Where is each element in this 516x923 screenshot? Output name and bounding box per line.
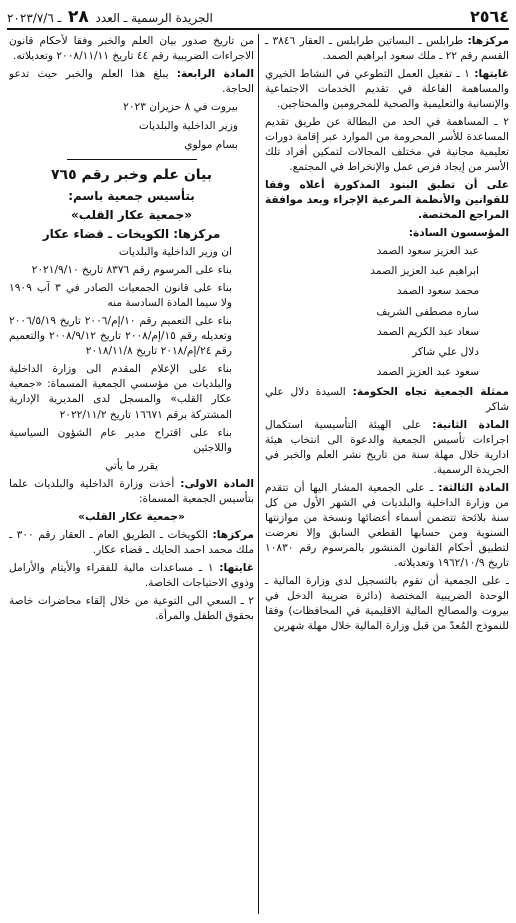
- page-number: ٢٥٦٤: [469, 6, 509, 26]
- article-3-tax: ـ على الجمعية أن تقوم بالتسجيل لدى وزارة المالية ـ الوحدة الضريبية المختصة (دائرة ضريبة الدخل في بيروت والمصالح المالية الاقليمية في المحافظات) وفقا للنموذج المُعدّ من قبل وزارة المالية خلال مهلة شهرين: [265, 575, 509, 633]
- issue-date: ـ ٢٠٢٣/٧/٦: [7, 10, 62, 25]
- considering-2: بناء على قانون الجمعيات الصادر في ٣ آب ١٩٠٩ ولا سيما المادة السادسة منه: [9, 282, 232, 310]
- issue-number: ٢٨: [67, 6, 89, 27]
- founder-name: دلال علي شاكر: [412, 345, 479, 358]
- signature-name: بسام مولوي: [184, 139, 238, 152]
- founders-title: المؤسسون السادة:: [408, 227, 509, 240]
- association-name-2: «جمعية عكار القلب»: [78, 510, 185, 523]
- header-title: [7, 5, 213, 29]
- considering-5: بناء على اقتراح مدير عام الشؤون السياسية واللاجئين: [9, 426, 232, 454]
- considering-1: بناء على المرسوم رقم ٨٣٧٦ تاريخ ٢٠٢١/٩/١٠: [31, 264, 232, 277]
- conditions-paragraph: على أن تطبق البنود المذكورة أعلاه وفقا للقوانين والأنظمة المرعية الإجراء وبعد موافقة المراجع المختصة.: [265, 179, 509, 222]
- signature-date: بيروت في ٨ حزيران ٢٠٢٣: [123, 101, 238, 114]
- article-2: المادة الثانية: على الهيئة التأسيسية استكمال اجراءات تأسيس الجمعية والدعوة الى انتخاب هيئة ادارية خلال مهلة سنة من تاريخ نشر العلم والخبر في الجريدة الرسمية.: [265, 418, 509, 476]
- columns: [7, 34, 509, 914]
- goal-2b-paragraph: ٢ ـ السعي الى التوعية من خلال إلقاء محاضرات خاصة بحقوق الطفل والمرأة.: [9, 594, 254, 622]
- journal-name: الجريدة الرسمية ـ العدد: [95, 10, 213, 25]
- seat-paragraph-2: مركزها: الكويخات ـ الطريق العام ـ العقار رقم ٣٠٠ ـ ملك محمد احمد الحايك ـ قضاء عكار.: [9, 528, 254, 556]
- notice-title: بيان علم وخبر رقم ٧٦٥: [51, 167, 212, 184]
- signature-block: [9, 100, 254, 153]
- notice-subtitle: بتأسيس جمعية باسم:: [68, 189, 195, 204]
- representative-paragraph: ممثلة الجمعية تجاه الحكومة: السيدة دلال علي شاكر: [265, 385, 509, 413]
- founder-name: عبد العزيز سعود الصمد: [376, 245, 479, 258]
- article-4: المادة الرابعة: يبلغ هذا العلم والخبر حيث تدعو الحاجة.: [9, 68, 254, 96]
- association-name: «جمعية عكار القلب»: [71, 208, 192, 223]
- left-column: [9, 34, 259, 914]
- tax-continuation: من تاريخ صدور بيان العلم والخبر وفقا لأحكام قانون الاجراءات الضريبية رقم ٤٤ تاريخ ٢٠٠٨/١١/١١ وتعديلاته.: [9, 35, 254, 63]
- goals-paragraph-2: غايتها: ١ ـ مساعدات مالية للفقراء والأيتام والأرامل وذوي الاحتياجات الخاصة.: [9, 561, 254, 589]
- founder-name: سعاد عبد الكريم الصمد: [376, 325, 479, 338]
- founder-name: محمد سعود الصمد: [396, 285, 479, 298]
- intro-line: ان وزير الداخلية والبلديات: [118, 246, 232, 259]
- decides-line: يقرر ما يأتي: [105, 459, 158, 472]
- considering-4: بناء على الإعلام المقدم الى وزارة الداخلية والبلديات من مؤسسي الجمعية المسماة: «جمعية عكار القلب» والمسجل لدى المديرية الإدارية المشتركة برقم ١٦٦٧١ تاريخ ٢٠٢٢/١١/٢: [9, 363, 232, 421]
- founder-name: ساره مصطفى الشريف: [376, 305, 479, 318]
- right-column: [259, 34, 509, 914]
- seat-heading: مركزها: الكويخات ـ قضاء عكار: [42, 227, 221, 242]
- founders-list: [265, 244, 509, 379]
- article-3: المادة الثالثة: ـ على الجمعية المشار اليها أن تتقدم من وزارة الداخلية والبلديات في الشهر الأول من كل سنة بلائحة تتضمن أسماء أعضائها ونسخة من موازنتها السنوية ومن حسابها القطعي السابق وإلا نعرضت لتطبيق أحكام القانون المنشور بالمرسوم رقم ١٠٨٣٠ تاريخ ١٩٦٢/١٠/٩ وتعديلاته.: [265, 481, 509, 569]
- founder-name: ابراهيم عبد العزيز الصمد: [370, 265, 479, 278]
- goal-2-paragraph: ٢ ـ المساهمة في الحد من البطالة عن طريق تقديم المساعدة للأسر المحرومة من الموارد عبر إقامة دورات تعليمية مجانية في مختلف المجالات لتمكين أفراد تلك الأسر من إيجاد فرص عمل والإنخراط في المجتمع.: [265, 116, 509, 174]
- considering-3: بناء على التعميم رقم ١٠/إم/٢٠٠٦ تاريخ ٢٠٠٦/٥/١٩ وتعديله رقم ١٥/إم/٢٠٠٨ تاريخ ٢٠٠٨/٩/١٢ والتعميم رقم ٢٤/إم/٢٠١٨ تاريخ ٢٠١٨/١١/٨: [9, 315, 232, 358]
- founder-name: سعود عبد العزيز الصمد: [376, 365, 479, 378]
- signature-title: وزير الداخلية والبلديات: [138, 120, 238, 133]
- page-header: [7, 6, 509, 30]
- section-divider: [67, 159, 197, 160]
- seat-paragraph: مركزها: طرابلس ـ البساتين طرابلس ـ العقار ٣٨٤٦ ـ القسم رقم ٢٢ ـ ملك سعود ابراهيم الصمد.: [265, 35, 509, 63]
- article-1: المادة الاولى: أخذت وزارة الداخلية والبلديات علما بتأسيس الجمعية المسماة:: [9, 477, 254, 505]
- goals-paragraph: غايتها: ١ ـ تفعيل العمل التطوعي في النشاط الخيري والمساهمة الفاعلة في تقديم الخدمات الاجتماعية والإنسانية والتعليمية والصحية للمحرومين والمحتاجين.: [265, 68, 509, 111]
